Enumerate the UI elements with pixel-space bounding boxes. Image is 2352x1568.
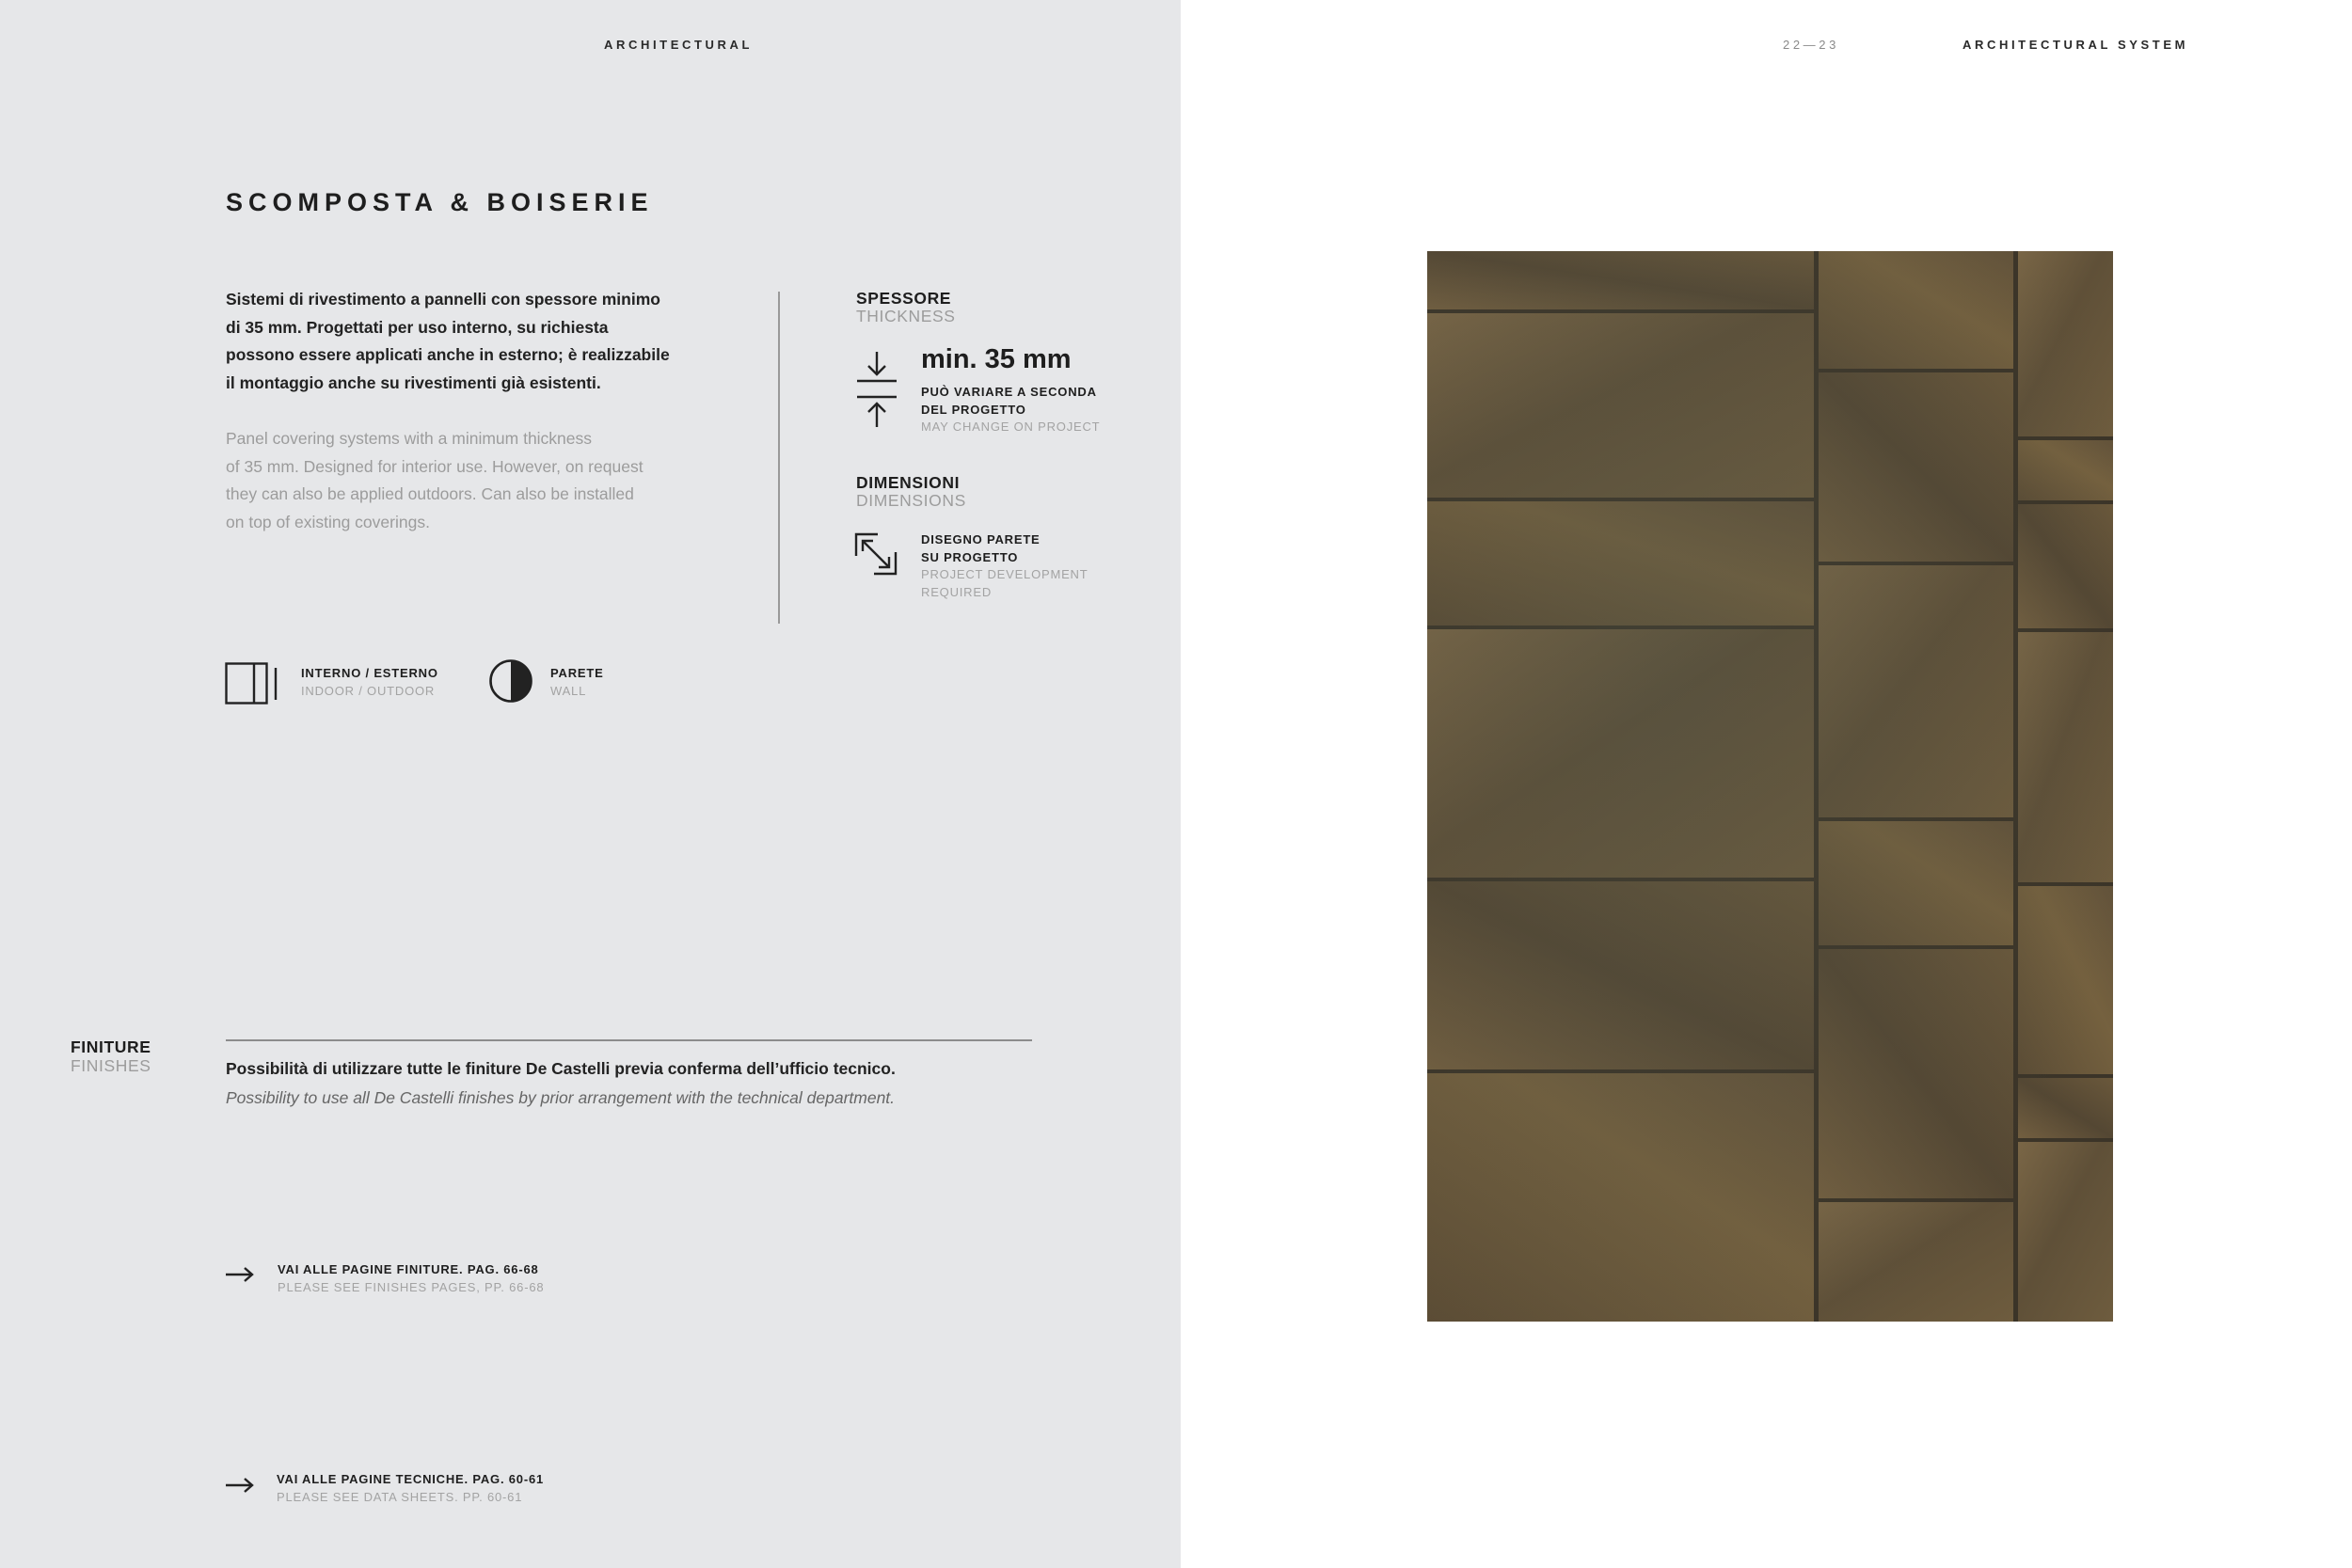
finishes-label: FINITURE bbox=[71, 1037, 151, 1056]
vertical-divider bbox=[778, 292, 780, 624]
thickness-label: SPESSORE bbox=[856, 289, 952, 308]
description-it-line: Sistemi di rivestimento a pannelli con spessore minimo bbox=[226, 290, 660, 309]
description-en-line: on top of existing coverings. bbox=[226, 512, 430, 531]
description-it-line: possono essere applicati anche in esterno; è realizzabile bbox=[226, 345, 670, 364]
resize-diagonal-icon bbox=[854, 532, 898, 576]
link-finishes-pages-en[interactable]: PLEASE SEE FINISHES PAGES, PP. 66-68 bbox=[278, 1280, 545, 1294]
thickness-arrows-icon bbox=[854, 350, 899, 431]
finishes-text-it: Possibilità di utilizzare tutte le finiture De Castelli previa conferma dell’ufficio tecnico. bbox=[226, 1059, 896, 1078]
link-finishes-pages[interactable]: VAI ALLE PAGINE FINITURE. PAG. 66-68 bbox=[278, 1262, 539, 1276]
dimensions-note-it-2: SU PROGETTO bbox=[921, 550, 1019, 564]
page-numbers: 22—23 bbox=[1783, 38, 1839, 52]
thickness-label-en: THICKNESS bbox=[856, 307, 956, 325]
panel-wall-illustration bbox=[1427, 251, 2113, 1322]
dimensions-note-en-2: REQUIRED bbox=[921, 585, 993, 599]
usage-indoor-outdoor-label-en: INDOOR / OUTDOOR bbox=[301, 684, 436, 698]
dimensions-note-it-1: DISEGNO PARETE bbox=[921, 532, 1041, 546]
running-head-left: ARCHITECTURAL bbox=[604, 38, 754, 52]
description-italian bbox=[226, 286, 715, 397]
page-title: SCOMPOSTA & BOISERIE bbox=[226, 188, 654, 216]
description-en-line: of 35 mm. Designed for interior use. However, on request bbox=[226, 456, 644, 476]
description-en-line: they can also be applied outdoors. Can also be installed bbox=[226, 484, 634, 503]
finishes-label-en: FINISHES bbox=[71, 1056, 151, 1075]
thickness-note-it-2: DEL PROGETTO bbox=[921, 403, 1026, 417]
finishes-divider bbox=[226, 1039, 1032, 1041]
thickness-note-it-1: PUÒ VARIARE A SECONDA bbox=[921, 385, 1097, 399]
description-en-line: Panel covering systems with a minimum thickness bbox=[226, 429, 593, 448]
description-it-line: il montaggio anche su rivestimenti già esistenti. bbox=[226, 372, 601, 392]
usage-wall-label: PARETE bbox=[550, 666, 604, 680]
link-technical-pages-en[interactable]: PLEASE SEE DATA SHEETS. PP. 60-61 bbox=[277, 1490, 523, 1504]
dimensions-note-en-1: PROJECT DEVELOPMENT bbox=[921, 567, 1089, 581]
dimensions-label: DIMENSIONI bbox=[856, 473, 961, 492]
arrow-right-icon[interactable] bbox=[225, 1477, 255, 1494]
thickness-note-en: MAY CHANGE ON PROJECT bbox=[921, 420, 1101, 434]
description-it-line: di 35 mm. Progettati per uso interno, su richiesta bbox=[226, 317, 609, 337]
finishes-text-en: Possibility to use all De Castelli finishes by prior arrangement with the technical department. bbox=[226, 1088, 896, 1107]
running-head-right: ARCHITECTURAL SYSTEM bbox=[1963, 38, 2189, 52]
bronze-metal-panel-wall-photo bbox=[1427, 251, 2113, 1322]
usage-indoor-outdoor-label: INTERNO / ESTERNO bbox=[301, 666, 438, 680]
wall-half-circle-icon bbox=[488, 658, 533, 704]
indoor-outdoor-icon bbox=[225, 662, 279, 705]
thickness-value: min. 35 mm bbox=[921, 344, 1072, 374]
link-technical-pages[interactable]: VAI ALLE PAGINE TECNICHE. PAG. 60-61 bbox=[277, 1472, 545, 1486]
usage-wall-label-en: WALL bbox=[550, 684, 587, 698]
description-english bbox=[226, 425, 715, 536]
arrow-right-icon[interactable] bbox=[225, 1266, 255, 1283]
dimensions-label-en: DIMENSIONS bbox=[856, 491, 966, 510]
